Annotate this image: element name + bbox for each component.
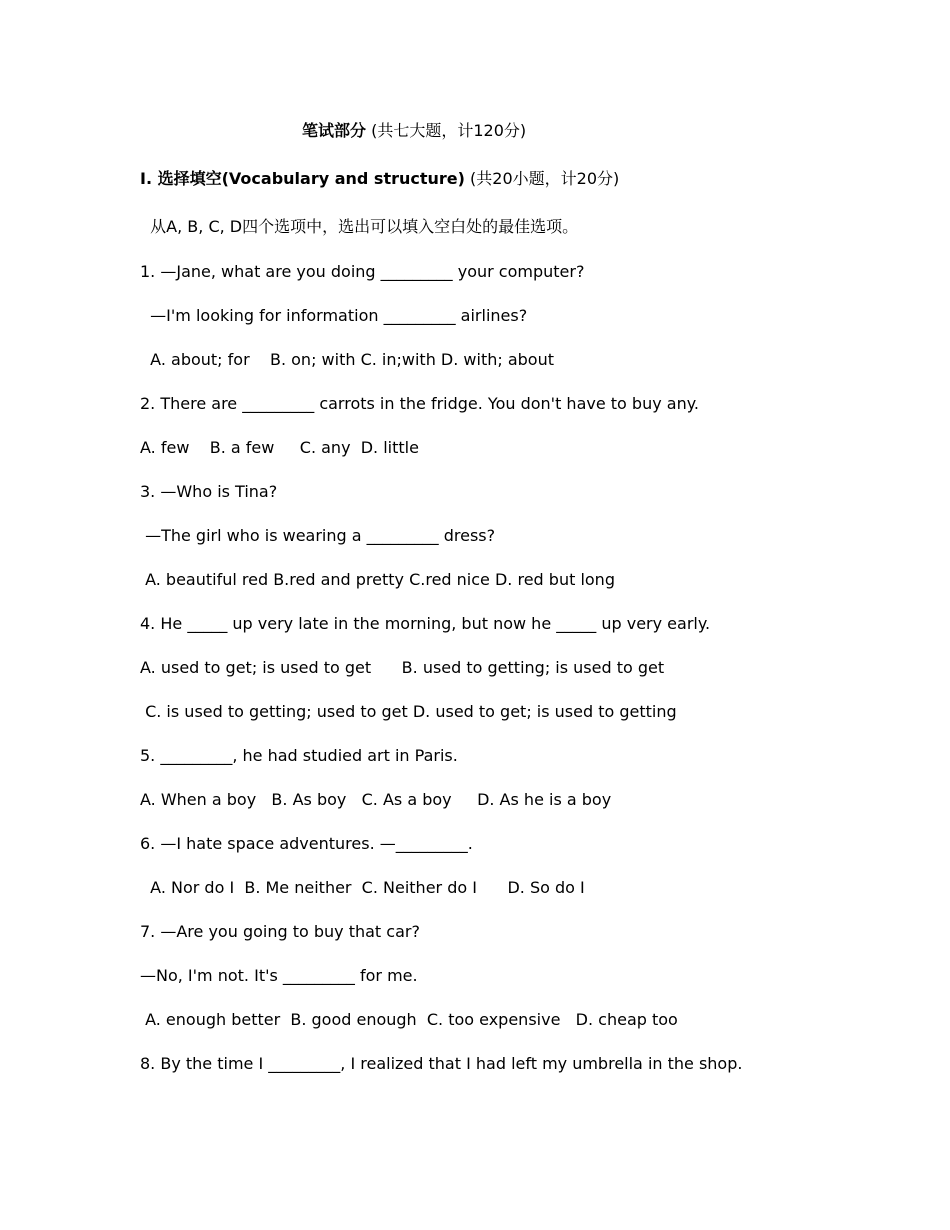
question-4-line: 4. He _____ up very late in the morning, but now he _____ up very early. bbox=[140, 614, 711, 633]
page-title-bold: 笔试部分 bbox=[302, 121, 367, 140]
question-4-options-ab: A. used to get; is used to get B. used to getting; is used to get bbox=[140, 658, 665, 677]
question-1-line: 1. —Jane, what are you doing _________ your computer? bbox=[140, 262, 585, 281]
question-7-options: A. enough better B. good enough C. too expensive D. cheap too bbox=[140, 1010, 678, 1029]
question-1-reply: —I'm looking for information _________ airlines? bbox=[140, 306, 528, 325]
question-8-line: 8. By the time I _________, I realized that I had left my umbrella in the shop. bbox=[140, 1054, 743, 1073]
section-heading-rest: (共20小题，计20分) bbox=[464, 169, 620, 188]
question-4-options-cd: C. is used to getting; used to get D. used to get; is used to getting bbox=[140, 702, 677, 721]
question-7-reply: —No, I'm not. It's _________ for me. bbox=[140, 966, 418, 985]
section-heading-bold: I. 选择填空(Vocabulary and structure) bbox=[140, 169, 465, 188]
section-heading bbox=[140, 169, 619, 189]
question-7-line: 7. —Are you going to buy that car? bbox=[140, 922, 420, 941]
page-title bbox=[302, 121, 526, 141]
question-3-reply: —The girl who is wearing a _________ dress? bbox=[140, 526, 496, 545]
question-6-options: A. Nor do I B. Me neither C. Neither do I D. So do I bbox=[140, 878, 585, 897]
question-3-line: 3. —Who is Tina? bbox=[140, 482, 278, 501]
question-3-options: A. beautiful red B.red and pretty C.red nice D. red but long bbox=[140, 570, 615, 589]
question-5-line: 5. _________, he had studied art in Paris. bbox=[140, 746, 458, 765]
question-5-options: A. When a boy B. As boy C. As a boy D. As he is a boy bbox=[140, 790, 612, 809]
question-2-line: 2. There are _________ carrots in the fridge. You don't have to buy any. bbox=[140, 394, 699, 413]
question-1-options: A. about; for B. on; with C. in;with D. with; about bbox=[140, 350, 555, 369]
question-6-line: 6. —I hate space adventures. —_________. bbox=[140, 834, 473, 853]
section-instruction: 从A, B, C, D四个选项中，选出可以填入空白处的最佳选项。 bbox=[140, 217, 579, 236]
page-title-rest: (共七大题，计120分) bbox=[366, 121, 527, 140]
question-2-options: A. few B. a few C. any D. little bbox=[140, 438, 419, 457]
